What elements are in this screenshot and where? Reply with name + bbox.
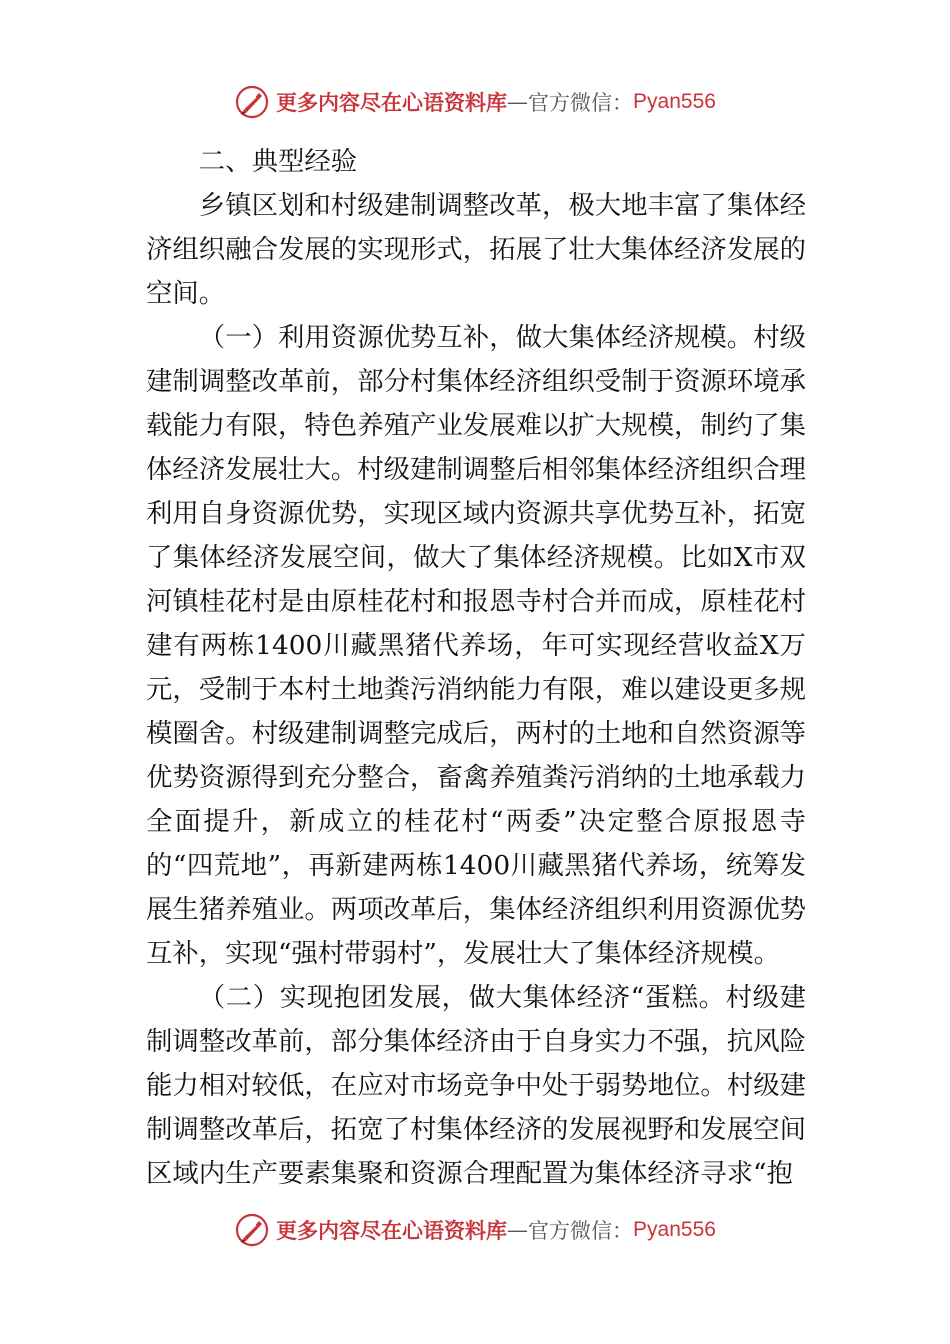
banner-wechat-id: Pyan556 xyxy=(633,90,716,113)
paragraph-intro: 乡镇区划和村级建制调整改革，极大地丰富了集体经济组织融合发展的实现形式，拓展了壮大集体经济发展的空间。 xyxy=(146,190,806,309)
banner-library-text: 更多内容尽在心语资料库 xyxy=(276,90,508,115)
quill-pen-icon xyxy=(234,1212,270,1248)
banner-wechat-id: Pyan556 xyxy=(633,1218,716,1241)
banner-library-text: 更多内容尽在心语资料库 xyxy=(276,1218,508,1243)
banner-wechat-label: 官方微信： xyxy=(528,91,634,115)
footer-watermark-banner xyxy=(0,1208,950,1252)
paragraph-group-development: （二）实现抱团发展，做大集体经济“蛋糕。村级建制调整改革前，部分集体经济由于自身实力不强，抗风险能力相对较低，在应对市场竞争中处于弱势地位。村级建制调整改革后，拓宽了村集体经济的发展视野和发展空间区域内生产要素集聚和资源合理配置为集体经济寻求“抱 xyxy=(146,982,806,1189)
paragraph-resource-complement: （一）利用资源优势互补，做大集体经济规模。村级建制调整改革前，部分村集体经济组织受制于资源环境承载能力有限，特色养殖产业发展难以扩大规模，制约了集体经济发展壮大。村级建制调整后相邻集体经济组织合理利用自身资源优势，实现区域内资源共享优势互补，拓宽了集体经济发展空间，做大了集体经济规模。比如X市双河镇桂花村是由原桂花村和报恩寺村合并而成，原桂花村建有两栋1400川藏黑猪代养场，年可实现经营收益X万元，受制于本村土地粪污消纳能力有限，难以建设更多规模圈舍。村级建制调整完成后，两村的土地和自然资源等优势资源得到充分整合，畜禽养殖粪污消纳的土地承载力全面提升，新成立的桂花村“两委”决定整合原报恩寺的“四荒地”，再新建两栋1400川藏黑猪代养场，统筹发展生猪养殖业。两项改革后，集体经济组织利用资源优势互补，实现“强村带弱村”，发展壮大了集体经济规模。 xyxy=(146,322,806,969)
banner-dash: — xyxy=(507,1218,529,1242)
section-heading: 二、典型经验 xyxy=(198,146,358,177)
document-body xyxy=(146,140,806,1196)
banner-dash: — xyxy=(507,90,529,114)
header-watermark-banner xyxy=(0,80,950,124)
banner-wechat-label: 官方微信： xyxy=(528,1219,634,1243)
quill-pen-icon xyxy=(234,84,270,120)
